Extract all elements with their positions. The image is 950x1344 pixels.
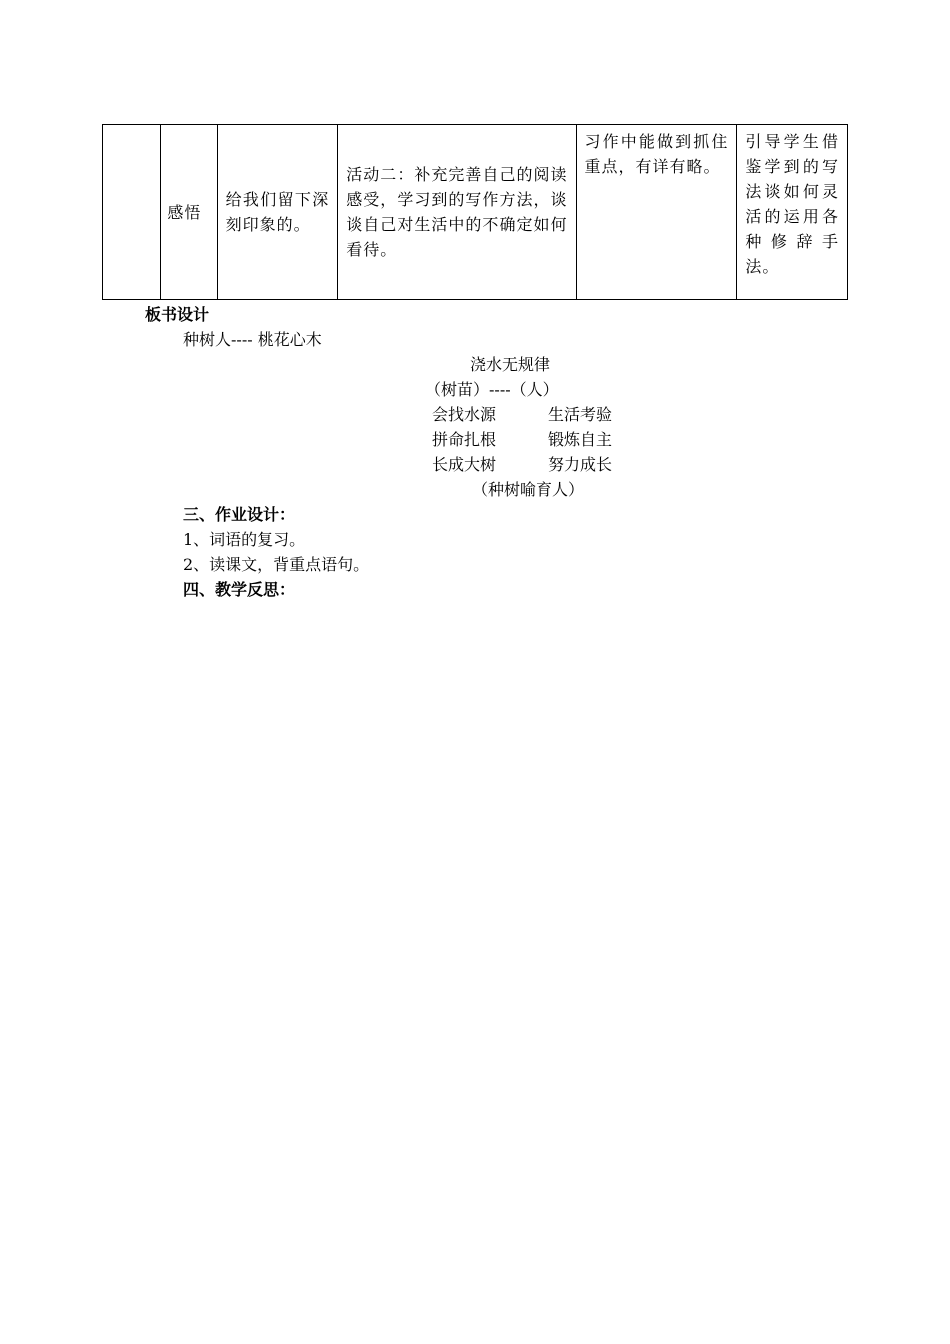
table-cell-blank	[103, 125, 161, 300]
table-cell-content: 给我们留下深刻印象的。	[217, 125, 338, 300]
table-cell-goal: 习作中能做到抓住重点，有详有略。	[576, 125, 737, 300]
board-design-heading: 板书设计	[145, 305, 210, 324]
board-title-line: 种树人---- 桃花心木	[183, 330, 322, 349]
lesson-table	[102, 124, 848, 300]
reflection-heading: 四、教学反思：	[183, 580, 296, 599]
table-row	[103, 125, 848, 300]
board-pair-line: （树苗）----（人）	[425, 380, 559, 399]
homework-item: 2、读课文，背重点语句。	[183, 555, 370, 574]
board-row-right: 努力成长	[548, 455, 613, 474]
board-row-right: 锻炼自主	[548, 430, 613, 449]
homework-item: 1、词语的复习。	[183, 530, 306, 549]
table-cell-activity: 活动二：补充完善自己的阅读感受，学习到的写作方法，谈谈自己对生活中的不确定如何看待。	[338, 125, 576, 300]
board-summary-line: （种树喻育人）	[472, 480, 585, 499]
homework-heading: 三、作业设计：	[183, 505, 296, 524]
board-row-left: 会找水源	[432, 405, 497, 424]
board-row-left: 长成大树	[432, 455, 497, 474]
board-center-line: 浇水无规律	[470, 355, 551, 374]
board-row-left: 拼命扎根	[432, 430, 497, 449]
board-row-right: 生活考验	[548, 405, 613, 424]
table-cell-stage: 感悟	[161, 125, 217, 300]
table-cell-intent: 引导学生借鉴学到的写法谈如何灵活的运用各种修辞手法。	[737, 125, 848, 300]
